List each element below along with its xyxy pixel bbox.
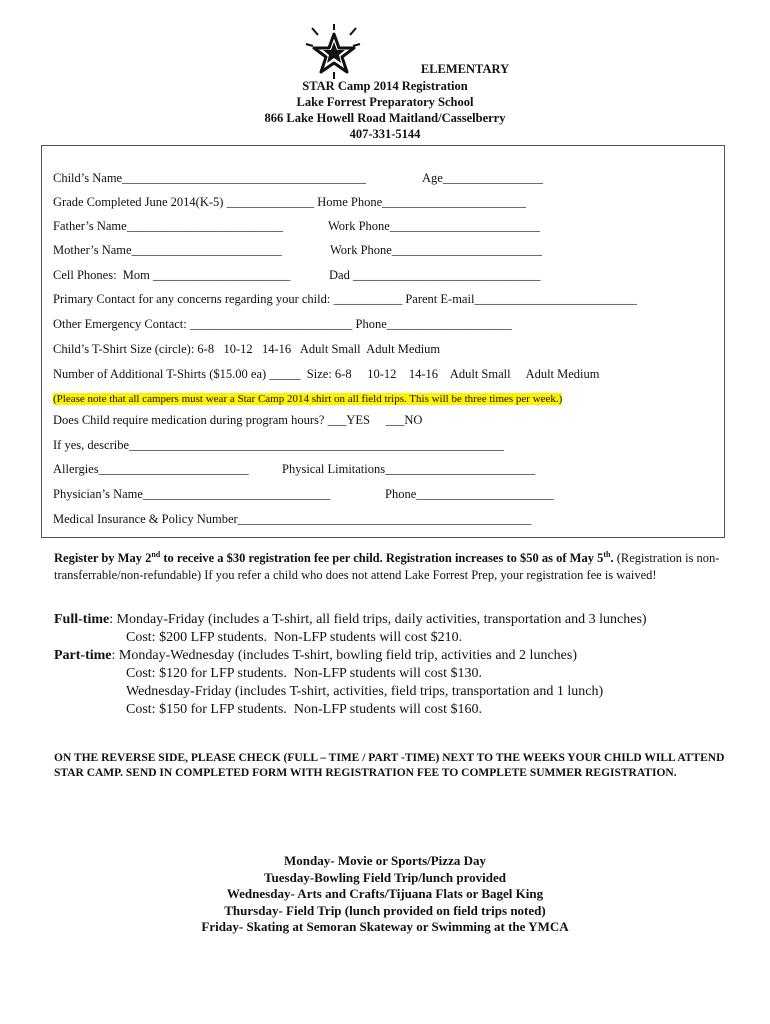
fulltime-text: : Monday-Friday (includes a T-shirt, all field trips, daily activities, transportation and 3 lunches)	[109, 612, 647, 627]
reg-deadline-c: .	[610, 551, 614, 566]
header-phone: 407-331-5144	[349, 127, 421, 141]
pricing-section	[54, 611, 647, 719]
physical-limitations-field[interactable]: Physical Limitations________________________	[282, 462, 536, 476]
reg-deadline-b: to receive a $30 registration fee per child. Registration increases to $50 as of May 5	[160, 551, 604, 566]
describe-field[interactable]: If yes, describe____________________________________________________________	[53, 438, 505, 452]
schedule-thursday: Thursday- Field Trip (lunch provided on field trips noted)	[224, 902, 546, 918]
physician-phone-field[interactable]: Phone______________________	[385, 487, 554, 501]
age-field[interactable]: Age________________	[422, 171, 543, 185]
medication-field[interactable]: Does Child require medication during program hours? ___YES ___NO	[53, 413, 423, 427]
parttime-label: Part-time	[54, 648, 112, 663]
fulltime-label: Full-time	[54, 612, 110, 627]
schedule-friday: Friday- Skating at Semoran Skateway or Swimming at the YMCA	[201, 919, 569, 934]
father-work-phone-field[interactable]: Work Phone________________________	[328, 219, 540, 233]
weekly-schedule	[0, 853, 770, 936]
fulltime-cost: Cost: $200 LFP students. Non-LFP students will cost $210.	[126, 630, 463, 645]
primary-contact-field[interactable]: Primary Contact for any concerns regarding your child: ___________ Parent E-mail__________________________	[53, 292, 637, 306]
header-title: STAR Camp 2014 Registration	[302, 79, 468, 93]
reg-sup-b: th	[603, 550, 611, 559]
shirt-note: (Please note that all campers must wear a Star Camp 2014 shirt on all field trips. This will be three times per week.)	[53, 393, 563, 405]
physician-name-field[interactable]: Physician’s Name______________________________	[53, 487, 331, 501]
emergency-contact-field[interactable]: Other Emergency Contact: __________________________ Phone____________________	[53, 317, 512, 331]
parttime-cost-1: Cost: $120 for LFP students. Non-LFP students will cost $130.	[126, 666, 482, 681]
schedule-wednesday: Wednesday- Arts and Crafts/Tijuana Flats or Bagel King	[226, 886, 544, 901]
father-name-field[interactable]: Father’s Name_________________________	[53, 219, 283, 233]
child-name-field[interactable]: Child’s Name_______________________________________	[53, 171, 366, 185]
reg-deadline-a: Register by May 2	[54, 551, 152, 566]
mother-work-phone-field[interactable]: Work Phone________________________	[330, 243, 542, 257]
parttime-alt: Wednesday-Friday (includes T-shirt, activities, field trips, transportation and 1 lunch)	[126, 684, 604, 699]
reverse-side-notice: ON THE REVERSE SIDE, PLEASE CHECK (FULL – TIME / PART -TIME) NEXT TO THE WEEKS YOUR CHILD WILL ATTEND STAR CAMP. SEND IN COMPLETED FORM WITH REGISTRATION FEE TO COMPLETE SUMMER REGISTRATION.	[54, 752, 725, 779]
header-elementary: ELEMENTARY	[420, 62, 510, 76]
reg-note: (Registration is non-transferrable/non-refundable) If you refer a child who does not attend Lake Forrest Prep, your registration fee is waived!	[54, 551, 720, 583]
schedule-tuesday: Tuesday-Bowling Field Trip/lunch provided	[264, 869, 506, 885]
reg-sup-a: nd	[151, 550, 161, 559]
tshirt-size-field[interactable]: Child’s T-Shirt Size (circle): 6-8 10-12 14-16 Adult Small Adult Medium	[53, 342, 441, 356]
schedule-monday: Monday- Movie or Sports/Pizza Day	[284, 853, 486, 868]
registration-info	[54, 546, 734, 584]
header-school: Lake Forrest Preparatory School	[296, 95, 474, 109]
mother-name-field[interactable]: Mother’s Name________________________	[53, 243, 282, 257]
additional-shirts-field[interactable]: Number of Additional T-Shirts ($15.00 ea) _____ Size: 6-8 10-12 14-16 Adult Small Adult Medium	[53, 367, 600, 381]
grade-home-phone-field[interactable]: Grade Completed June 2014(K-5) ______________ Home Phone_______________________	[53, 195, 526, 209]
parttime-cost-2: Cost: $150 for LFP students. Non-LFP students will cost $160.	[126, 702, 482, 717]
allergies-field[interactable]: Allergies________________________	[53, 462, 249, 476]
parttime-text: : Monday-Wednesday (includes T-shirt, bowling field trip, activities and 2 lunches)	[111, 648, 577, 663]
registration-form-box	[41, 145, 725, 538]
cell-mom-field[interactable]: Cell Phones: Mom ______________________	[53, 268, 291, 282]
cell-dad-field[interactable]: Dad ______________________________	[329, 268, 541, 282]
header-address: 866 Lake Howell Road Maitland/Casselberry	[264, 111, 506, 125]
insurance-field[interactable]: Medical Insurance & Policy Number_______________________________________________	[53, 512, 532, 526]
